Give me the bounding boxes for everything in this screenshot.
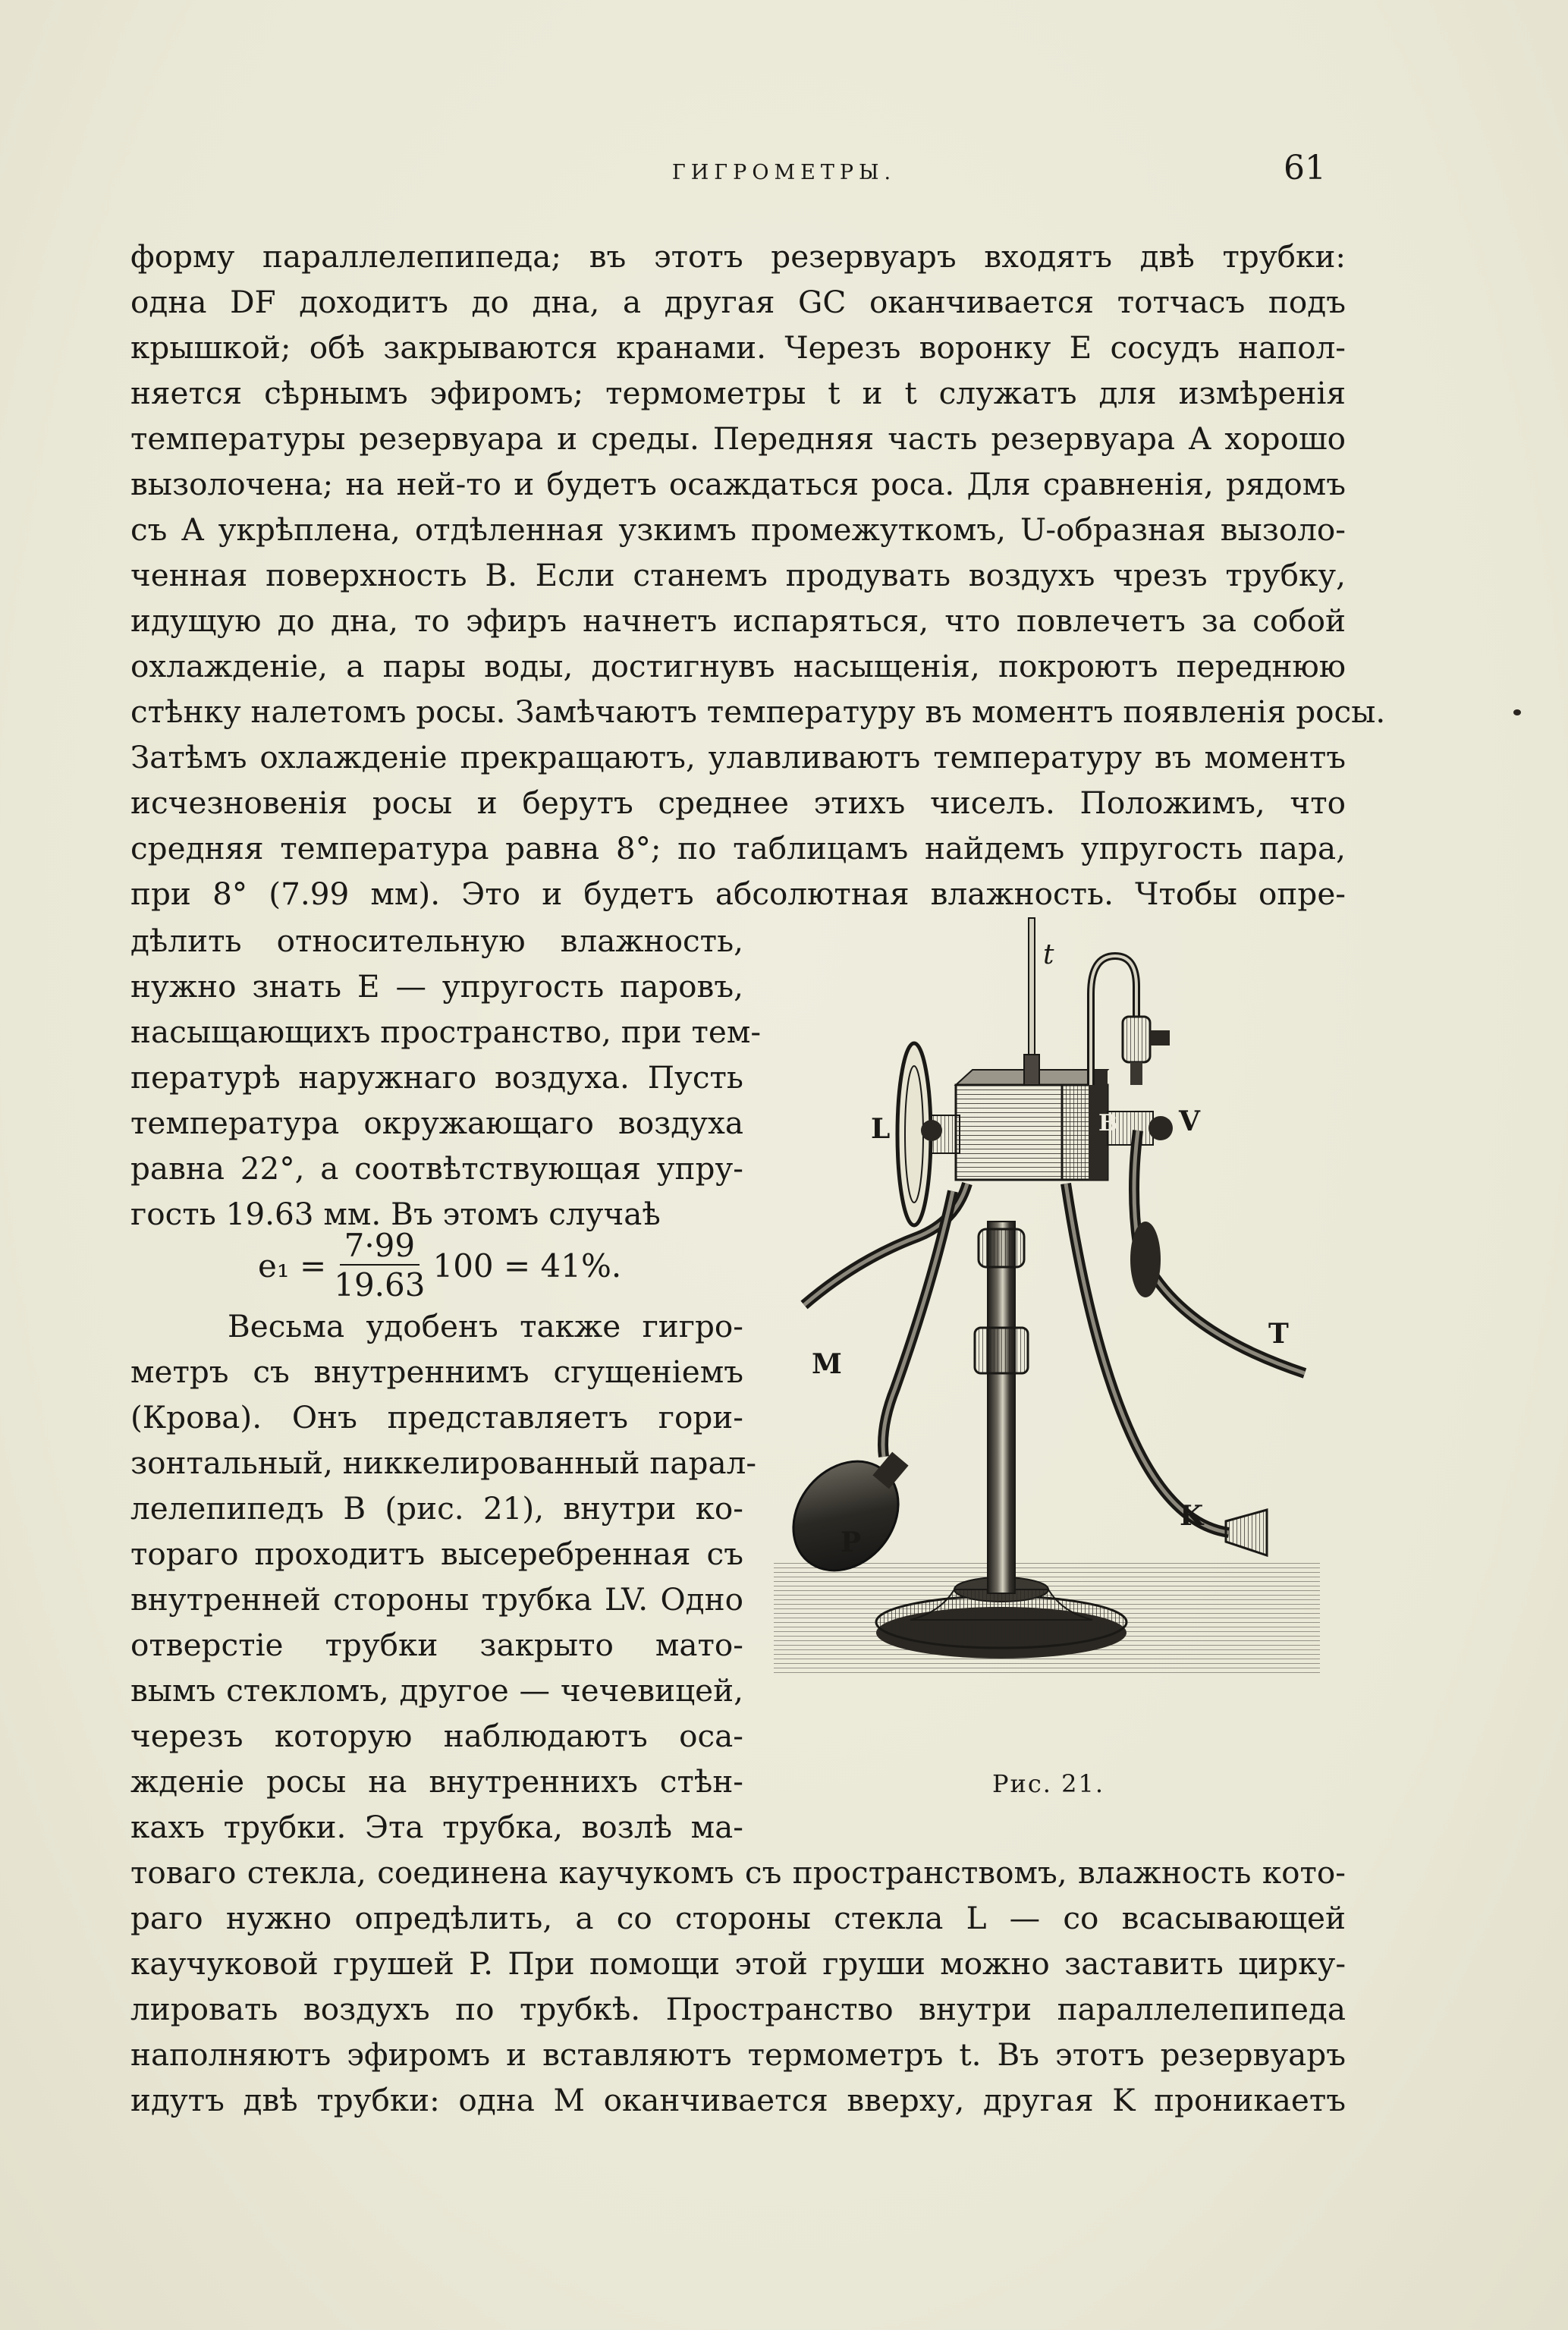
label-k: K bbox=[1180, 1500, 1204, 1532]
stand-pole bbox=[988, 1222, 1015, 1593]
figure-caption: Рис. 21. bbox=[992, 1769, 1105, 1798]
text-line: исчезновенія росы и берутъ среднее этихъ чиселъ. Положимъ, что bbox=[130, 785, 1346, 821]
formula-denominator: 19.63 bbox=[334, 1266, 426, 1304]
text-line: лировать воздухъ по трубкѣ. Пространство внутри параллелепипеда bbox=[130, 1991, 1346, 2027]
page-number: 61 bbox=[1284, 149, 1326, 187]
text-line: раго нужно опредѣлить, а со стороны стекла L — со всасывающей bbox=[130, 1900, 1346, 1936]
label-l: L bbox=[871, 1113, 891, 1145]
ink-speck bbox=[1513, 709, 1521, 715]
text-line: жденіе росы на внутреннихъ стѣн- bbox=[130, 1763, 743, 1800]
text-line: Весьма удобенъ также гигро- bbox=[228, 1308, 743, 1344]
formula-lhs: e₁ = bbox=[258, 1247, 327, 1284]
text-line: вызолочена; на ней-то и будетъ осаждаться роса. Для сравненія, рядомъ bbox=[130, 466, 1346, 502]
humidity-formula bbox=[258, 1229, 621, 1302]
label-p: P bbox=[841, 1527, 862, 1558]
text-line: насыщающихъ пространство, при тем- bbox=[130, 1014, 762, 1050]
label-m: M bbox=[812, 1348, 842, 1380]
formula-numerator: 7·99 bbox=[340, 1229, 420, 1266]
text-line: средняя температура равна 8°; по таблицамъ найдемъ упругость пара, bbox=[130, 830, 1346, 866]
running-head: ГИГРОМЕТРЫ. bbox=[671, 161, 897, 184]
text-line: зонтальный, никкелированный парал- bbox=[130, 1445, 757, 1481]
text-line: пературѣ наружнаго воздуха. Пусть bbox=[130, 1059, 743, 1096]
text-line: вымъ стекломъ, другое — чечевицей, bbox=[130, 1672, 743, 1709]
label-t-hose: T bbox=[1268, 1318, 1289, 1350]
text-line: тораго проходитъ высеребренная съ bbox=[130, 1536, 743, 1572]
label-v: V bbox=[1179, 1105, 1200, 1137]
text-line: наполняютъ эфиромъ и вставляютъ термометръ t. Въ этотъ резервуаръ bbox=[130, 2036, 1346, 2073]
text-line: идутъ двѣ трубки: одна M оканчивается вверху, другая K проникаетъ bbox=[130, 2082, 1346, 2118]
text-line: черезъ которую наблюдаютъ оса- bbox=[130, 1718, 743, 1754]
formula-rhs: 100 = 41%. bbox=[432, 1247, 622, 1284]
text-line: форму параллелепипеда; въ этотъ резервуаръ входятъ двѣ трубки: bbox=[130, 238, 1346, 275]
text-line: товаго стекла, соединена каучукомъ съ пространствомъ, влажность кото- bbox=[130, 1854, 1346, 1891]
text-line: дѣлить относительную влажность, bbox=[130, 923, 743, 959]
text-line: внутренней стороны трубка LV. Одно bbox=[130, 1581, 743, 1618]
text-line: кахъ трубки. Эта трубка, возлѣ ма- bbox=[130, 1809, 743, 1845]
text-line: температура окружающаго воздуха bbox=[130, 1105, 743, 1141]
text-line: (Крова). Онъ представляетъ гори- bbox=[130, 1399, 743, 1435]
funnel bbox=[1226, 1510, 1267, 1555]
text-line: лелепипедъ B (рис. 21), внутри ко- bbox=[130, 1490, 743, 1527]
text-line: гость 19.63 мм. Въ этомъ случаѣ bbox=[130, 1196, 661, 1232]
eyepiece-v bbox=[1149, 1116, 1173, 1140]
text-line: нужно знать E — упругость паровъ, bbox=[130, 968, 743, 1005]
text-line: идущую до дна, то эфиръ начнетъ испаряться, что повлечетъ за собой bbox=[130, 602, 1346, 639]
pole-clamp bbox=[975, 1328, 1028, 1373]
text-line: метръ съ внутреннимъ сгущеніемъ bbox=[130, 1354, 743, 1390]
text-line: равна 22°, а соотвѣтствующая упру- bbox=[130, 1150, 743, 1187]
hygrometer-illustration bbox=[774, 903, 1350, 1760]
formula-fraction bbox=[334, 1229, 425, 1302]
text-line: температуры резервуара и среды. Передняя часть резервуара A хорошо bbox=[130, 420, 1346, 457]
label-b: B bbox=[1098, 1110, 1118, 1137]
label-t: t bbox=[1043, 939, 1054, 970]
text-line: крышкой; обѣ закрываются кранами. Черезъ воронку E сосудъ напол- bbox=[130, 329, 1346, 366]
text-line: съ A укрѣплена, отдѣленная узкимъ промежуткомъ, U-образная вызоло- bbox=[130, 511, 1346, 548]
text-line: одна DF доходитъ до дна, а другая GC оканчивается тотчасъ подъ bbox=[130, 284, 1346, 320]
text-line: ченная поверхность B. Если станемъ продувать воздухъ чрезъ трубку, bbox=[130, 557, 1346, 593]
text-line: каучуковой грушей P. При помощи этой груши можно заставить цирку- bbox=[130, 1945, 1346, 1982]
text-line: Затѣмъ охлажденіе прекращаютъ, улавливаютъ температуру въ моментъ bbox=[130, 739, 1346, 775]
text-line: стѣнку налетомъ росы. Замѣчаютъ температуру въ моментъ появленія росы. bbox=[130, 693, 1386, 730]
text-line: няется сѣрнымъ эфиромъ; термометры t и t служатъ для измѣренія bbox=[130, 375, 1346, 411]
text-line: охлажденіе, а пары воды, достигнувъ насыщенія, покроютъ переднюю bbox=[130, 648, 1346, 684]
text-line: при 8° (7.99 мм). Это и будетъ абсолютная влажность. Чтобы опре- bbox=[130, 876, 1346, 912]
valve bbox=[1123, 1017, 1150, 1062]
text-line: отверстіе трубки закрыто мато- bbox=[130, 1627, 743, 1663]
